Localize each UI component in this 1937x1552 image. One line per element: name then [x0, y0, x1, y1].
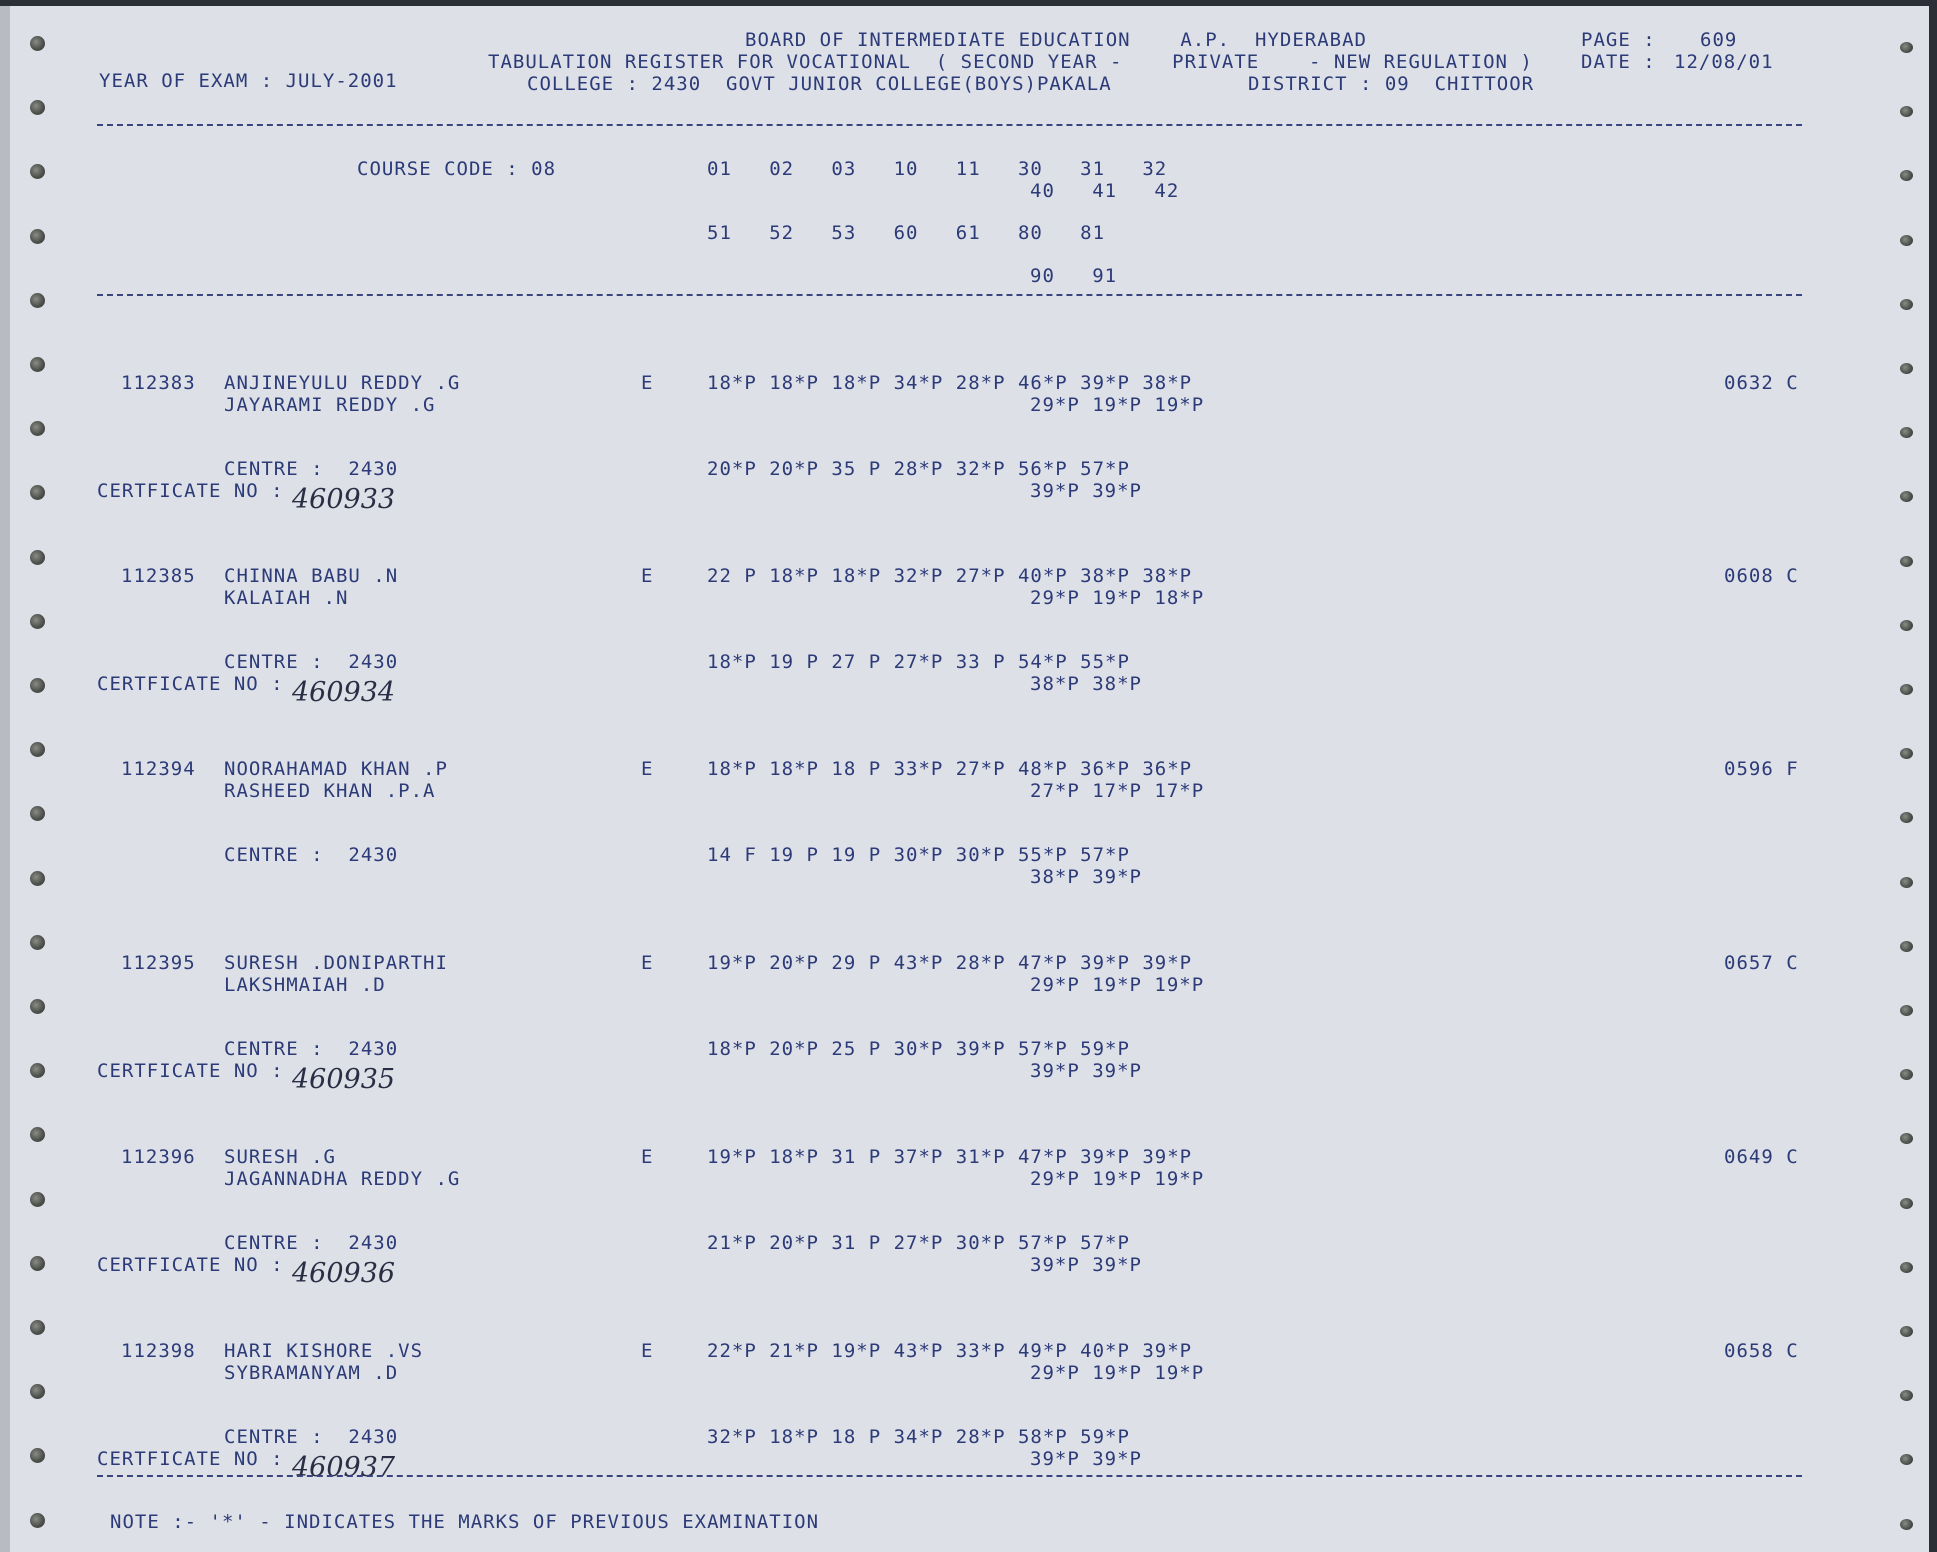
marks-first-line: 22*P 21*P 19*P 43*P 33*P 49*P 40*P 39*P — [707, 1340, 1193, 1362]
student-name: SURESH .DONIPARTHI — [224, 952, 448, 974]
centre-code: CENTRE : 2430 — [224, 1038, 399, 1060]
father-name: JAYARAMI REDDY .G — [224, 394, 436, 416]
feed-hole — [1900, 812, 1913, 823]
divider-bottom — [97, 1475, 1802, 1477]
feed-hole — [1900, 106, 1913, 117]
feed-hole — [30, 164, 45, 179]
father-name: LAKSHMAIAH .D — [224, 974, 386, 996]
feed-hole — [30, 1320, 45, 1335]
feed-hole — [1900, 235, 1913, 246]
handwritten-certificate-number: 460937 — [292, 1452, 396, 1483]
certificate-label: CERTFICATE NO : — [97, 673, 284, 695]
feed-hole — [30, 100, 45, 115]
marks-first-line-cont: 29*P 19*P 19*P — [1030, 394, 1205, 416]
feed-hole — [1900, 1005, 1913, 1016]
feed-hole — [30, 1448, 45, 1463]
marks-first-line-cont: 29*P 19*P 19*P — [1030, 1362, 1205, 1384]
feed-hole — [1900, 1390, 1913, 1401]
feed-hole — [30, 1513, 45, 1528]
marks-first-line-cont: 29*P 19*P 18*P — [1030, 587, 1205, 609]
certificate-label: CERTFICATE NO : — [97, 480, 284, 502]
centre-code: CENTRE : 2430 — [224, 651, 399, 673]
feed-hole — [30, 36, 45, 51]
feed-hole — [1900, 1133, 1913, 1144]
total-and-result: 0658 C — [1724, 1340, 1799, 1362]
total-and-result: 0632 C — [1724, 372, 1799, 394]
medium: E — [641, 1340, 654, 1362]
feed-hole — [30, 935, 45, 950]
marks-second-line-cont: 39*P 39*P — [1030, 480, 1142, 502]
feed-hole — [1900, 363, 1913, 374]
marks-second-line: 20*P 20*P 35 P 28*P 32*P 56*P 57*P — [707, 458, 1130, 480]
print-date: 12/08/01 — [1674, 51, 1774, 73]
medium: E — [641, 758, 654, 780]
hall-ticket-number: 112396 — [121, 1146, 196, 1168]
feed-hole — [30, 614, 45, 629]
father-name: KALAIAH .N — [224, 587, 349, 609]
student-name: HARI KISHORE .VS — [224, 1340, 424, 1362]
certificate-label: CERTFICATE NO : — [97, 1254, 284, 1276]
footnote: NOTE :- '*' - INDICATES THE MARKS OF PREVIOUS EXAMINATION — [110, 1511, 820, 1533]
feed-hole — [1900, 427, 1913, 438]
marks-first-line-cont: 27*P 17*P 17*P — [1030, 780, 1205, 802]
subject-codes-row-1: 01 02 03 10 11 30 31 32 — [707, 158, 1168, 180]
medium: E — [641, 565, 654, 587]
feed-hole — [1900, 877, 1913, 888]
handwritten-certificate-number: 460935 — [292, 1064, 396, 1095]
medium: E — [641, 952, 654, 974]
register-title: TABULATION REGISTER FOR VOCATIONAL ( SECOND YEAR - PRIVATE - NEW REGULATION ) — [488, 51, 1533, 73]
marks-second-line-cont: 39*P 39*P — [1030, 1060, 1142, 1082]
marks-second-line: 32*P 18*P 18 P 34*P 28*P 58*P 59*P — [707, 1426, 1130, 1448]
centre-code: CENTRE : 2430 — [224, 844, 399, 866]
feed-hole — [30, 229, 45, 244]
father-name: JAGANNADHA REDDY .G — [224, 1168, 461, 1190]
marks-second-line: 14 F 19 P 19 P 30*P 30*P 55*P 57*P — [707, 844, 1130, 866]
feed-hole — [1900, 1069, 1913, 1080]
medium: E — [641, 1146, 654, 1168]
feed-hole — [1900, 1519, 1913, 1530]
hall-ticket-number: 112383 — [121, 372, 196, 394]
feed-hole — [1900, 1454, 1913, 1465]
paper-edge-right — [1929, 6, 1937, 1552]
feed-hole — [30, 1127, 45, 1142]
marks-first-line-cont: 29*P 19*P 19*P — [1030, 1168, 1205, 1190]
feed-hole — [30, 550, 45, 565]
total-and-result: 0596 F — [1724, 758, 1799, 780]
marks-first-line-cont: 29*P 19*P 19*P — [1030, 974, 1205, 996]
feed-hole — [30, 485, 45, 500]
marks-second-line-cont: 38*P 38*P — [1030, 673, 1142, 695]
feed-hole — [1900, 556, 1913, 567]
year-of-exam: YEAR OF EXAM : JULY-2001 — [99, 70, 398, 92]
course-code-label: COURSE CODE : 08 — [357, 158, 557, 180]
divider-course — [97, 294, 1802, 296]
hall-ticket-number: 112395 — [121, 952, 196, 974]
student-name: ANJINEYULU REDDY .G — [224, 372, 461, 394]
father-name: RASHEED KHAN .P.A — [224, 780, 436, 802]
total-and-result: 0649 C — [1724, 1146, 1799, 1168]
marks-second-line-cont: 39*P 39*P — [1030, 1448, 1142, 1470]
marks-second-line: 18*P 19 P 27 P 27*P 33 P 54*P 55*P — [707, 651, 1130, 673]
feed-hole — [1900, 1326, 1913, 1337]
feed-hole — [30, 742, 45, 757]
centre-code: CENTRE : 2430 — [224, 1426, 399, 1448]
feed-hole — [30, 1256, 45, 1271]
feed-hole — [1900, 1198, 1913, 1209]
feed-hole — [1900, 491, 1913, 502]
feed-hole — [1900, 748, 1913, 759]
feed-hole — [1900, 941, 1913, 952]
student-name: SURESH .G — [224, 1146, 336, 1168]
feed-hole — [30, 1063, 45, 1078]
divider-top — [97, 124, 1802, 126]
student-name: CHINNA BABU .N — [224, 565, 399, 587]
feed-hole — [1900, 299, 1913, 310]
feed-hole — [30, 678, 45, 693]
subject-codes-row-1b: 40 41 42 — [1030, 180, 1180, 202]
marks-first-line: 19*P 20*P 29 P 43*P 28*P 47*P 39*P 39*P — [707, 952, 1193, 974]
hall-ticket-number: 112385 — [121, 565, 196, 587]
total-and-result: 0657 C — [1724, 952, 1799, 974]
hall-ticket-number: 112398 — [121, 1340, 196, 1362]
marks-first-line: 18*P 18*P 18*P 34*P 28*P 46*P 39*P 38*P — [707, 372, 1193, 394]
feed-hole — [30, 1384, 45, 1399]
subject-codes-row-2: 51 52 53 60 61 80 81 — [707, 222, 1106, 244]
feed-hole — [1900, 1262, 1913, 1273]
marks-first-line: 18*P 18*P 18 P 33*P 27*P 48*P 36*P 36*P — [707, 758, 1193, 780]
college-info: COLLEGE : 2430 GOVT JUNIOR COLLEGE(BOYS)PAKALA — [527, 73, 1112, 95]
marks-second-line-cont: 38*P 39*P — [1030, 866, 1142, 888]
board-title: BOARD OF INTERMEDIATE EDUCATION A.P. HYDERABAD — [745, 29, 1367, 51]
feed-hole — [1900, 620, 1913, 631]
district-info: DISTRICT : 09 CHITTOOR — [1248, 73, 1535, 95]
paper-edge-left — [0, 6, 10, 1552]
feed-hole — [30, 357, 45, 372]
feed-hole — [1900, 684, 1913, 695]
feed-hole — [1900, 42, 1913, 53]
feed-hole — [30, 293, 45, 308]
centre-code: CENTRE : 2430 — [224, 458, 399, 480]
marks-second-line-cont: 39*P 39*P — [1030, 1254, 1142, 1276]
handwritten-certificate-number: 460934 — [292, 677, 396, 708]
tabulation-register-sheet — [0, 6, 1937, 1552]
subject-codes-row-3: 90 91 — [1030, 265, 1118, 287]
marks-second-line: 18*P 20*P 25 P 30*P 39*P 57*P 59*P — [707, 1038, 1130, 1060]
page-label: PAGE : — [1581, 29, 1656, 51]
hall-ticket-number: 112394 — [121, 758, 196, 780]
date-label: DATE : — [1581, 51, 1656, 73]
father-name: SYBRAMANYAM .D — [224, 1362, 399, 1384]
student-name: NOORAHAMAD KHAN .P — [224, 758, 448, 780]
handwritten-certificate-number: 460936 — [292, 1258, 396, 1289]
feed-hole — [30, 871, 45, 886]
feed-hole — [1900, 170, 1913, 181]
certificate-label: CERTFICATE NO : — [97, 1060, 284, 1082]
page-number: 609 — [1700, 29, 1738, 51]
marks-second-line: 21*P 20*P 31 P 27*P 30*P 57*P 57*P — [707, 1232, 1130, 1254]
feed-hole — [30, 421, 45, 436]
marks-first-line: 19*P 18*P 31 P 37*P 31*P 47*P 39*P 39*P — [707, 1146, 1193, 1168]
centre-code: CENTRE : 2430 — [224, 1232, 399, 1254]
feed-hole — [30, 999, 45, 1014]
feed-hole — [30, 1192, 45, 1207]
total-and-result: 0608 C — [1724, 565, 1799, 587]
certificate-label: CERTFICATE NO : — [97, 1448, 284, 1470]
feed-hole — [30, 806, 45, 821]
marks-first-line: 22 P 18*P 18*P 32*P 27*P 40*P 38*P 38*P — [707, 565, 1193, 587]
handwritten-certificate-number: 460933 — [292, 484, 396, 515]
medium: E — [641, 372, 654, 394]
